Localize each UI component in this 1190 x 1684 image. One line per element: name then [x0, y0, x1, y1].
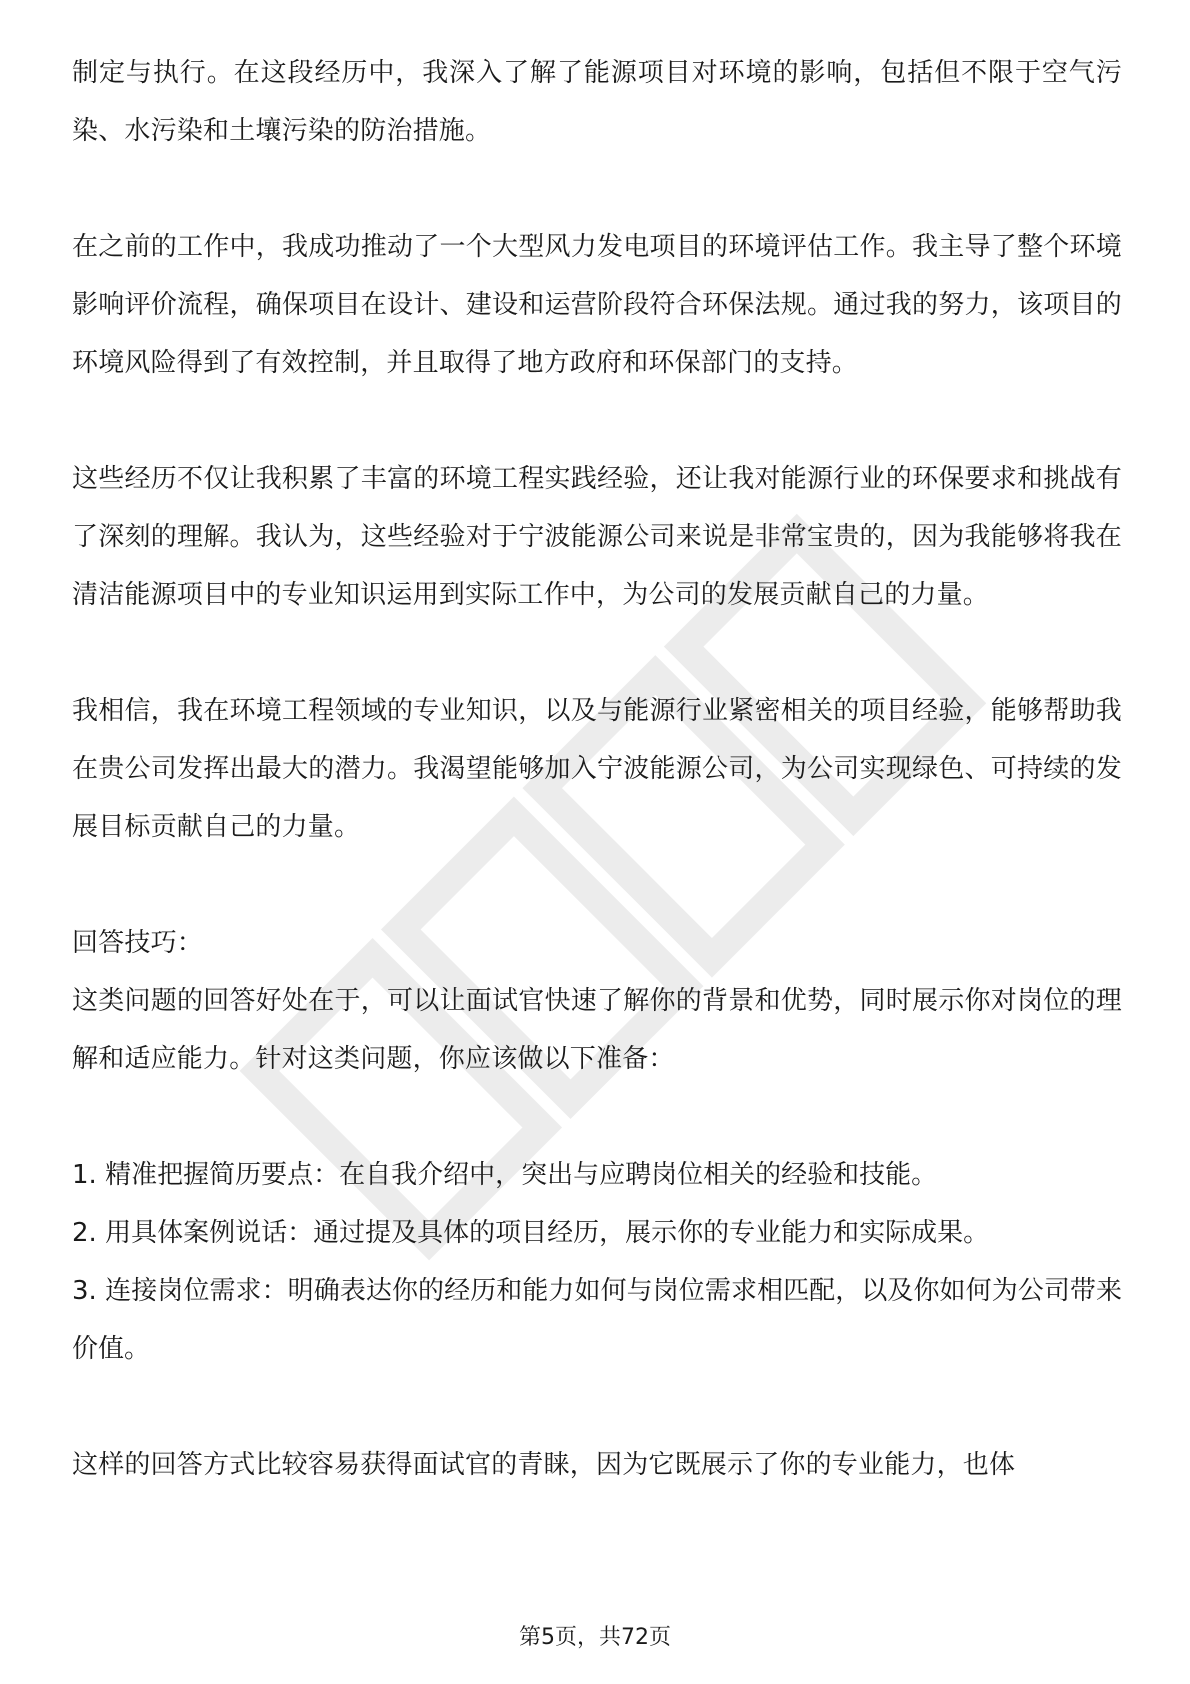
tips-list-item: 3. 连接岗位需求：明确表达你的经历和能力如何与岗位需求相匹配，以及你如何为公司带来价值。: [72, 1276, 1122, 1364]
tips-list-item: 1. 精准把握简历要点：在自我介绍中，突出与应聘岗位相关的经验和技能。: [72, 1160, 938, 1190]
closing-paragraph: 这样的回答方式比较容易获得面试官的青睐，因为它既展示了你的专业能力，也体: [72, 1450, 1016, 1480]
tips-heading: 回答技巧：: [72, 928, 204, 958]
paragraph: 在之前的工作中，我成功推动了一个大型风力发电项目的环境评估工作。我主导了整个环境影响评价流程，确保项目在设计、建设和运营阶段符合环保法规。通过我的努力，该项目的环境风险得到了有效控制，并且取得了地方政府和环保部门的支持。: [72, 232, 1122, 378]
paragraph: 我相信，我在环境工程领域的专业知识，以及与能源行业紧密相关的项目经验，能够帮助我在贵公司发挥出最大的潜力。我渴望能够加入宁波能源公司，为公司实现绿色、可持续的发展目标贡献自己的力量。: [72, 696, 1122, 842]
tips-intro: 这类问题的回答好处在于，可以让面试官快速了解你的背景和优势，同时展示你对岗位的理解和适应能力。针对这类问题，你应该做以下准备：: [72, 986, 1122, 1074]
document-body: [72, 44, 1122, 1494]
page-number: 第5页，共72页: [519, 1625, 671, 1650]
paragraph: 这些经历不仅让我积累了丰富的环境工程实践经验，还让我对能源行业的环保要求和挑战有了深刻的理解。我认为，这些经验对于宁波能源公司来说是非常宝贵的，因为我能够将我在清洁能源项目中的专业知识运用到实际工作中，为公司的发展贡献自己的力量。: [72, 464, 1122, 610]
tips-list-item: 2. 用具体案例说话：通过提及具体的项目经历，展示你的专业能力和实际成果。: [72, 1218, 990, 1248]
paragraph: 制定与执行。在这段经历中，我深入了解了能源项目对环境的影响，包括但不限于空气污染、水污染和土壤污染的防治措施。: [72, 58, 1122, 146]
